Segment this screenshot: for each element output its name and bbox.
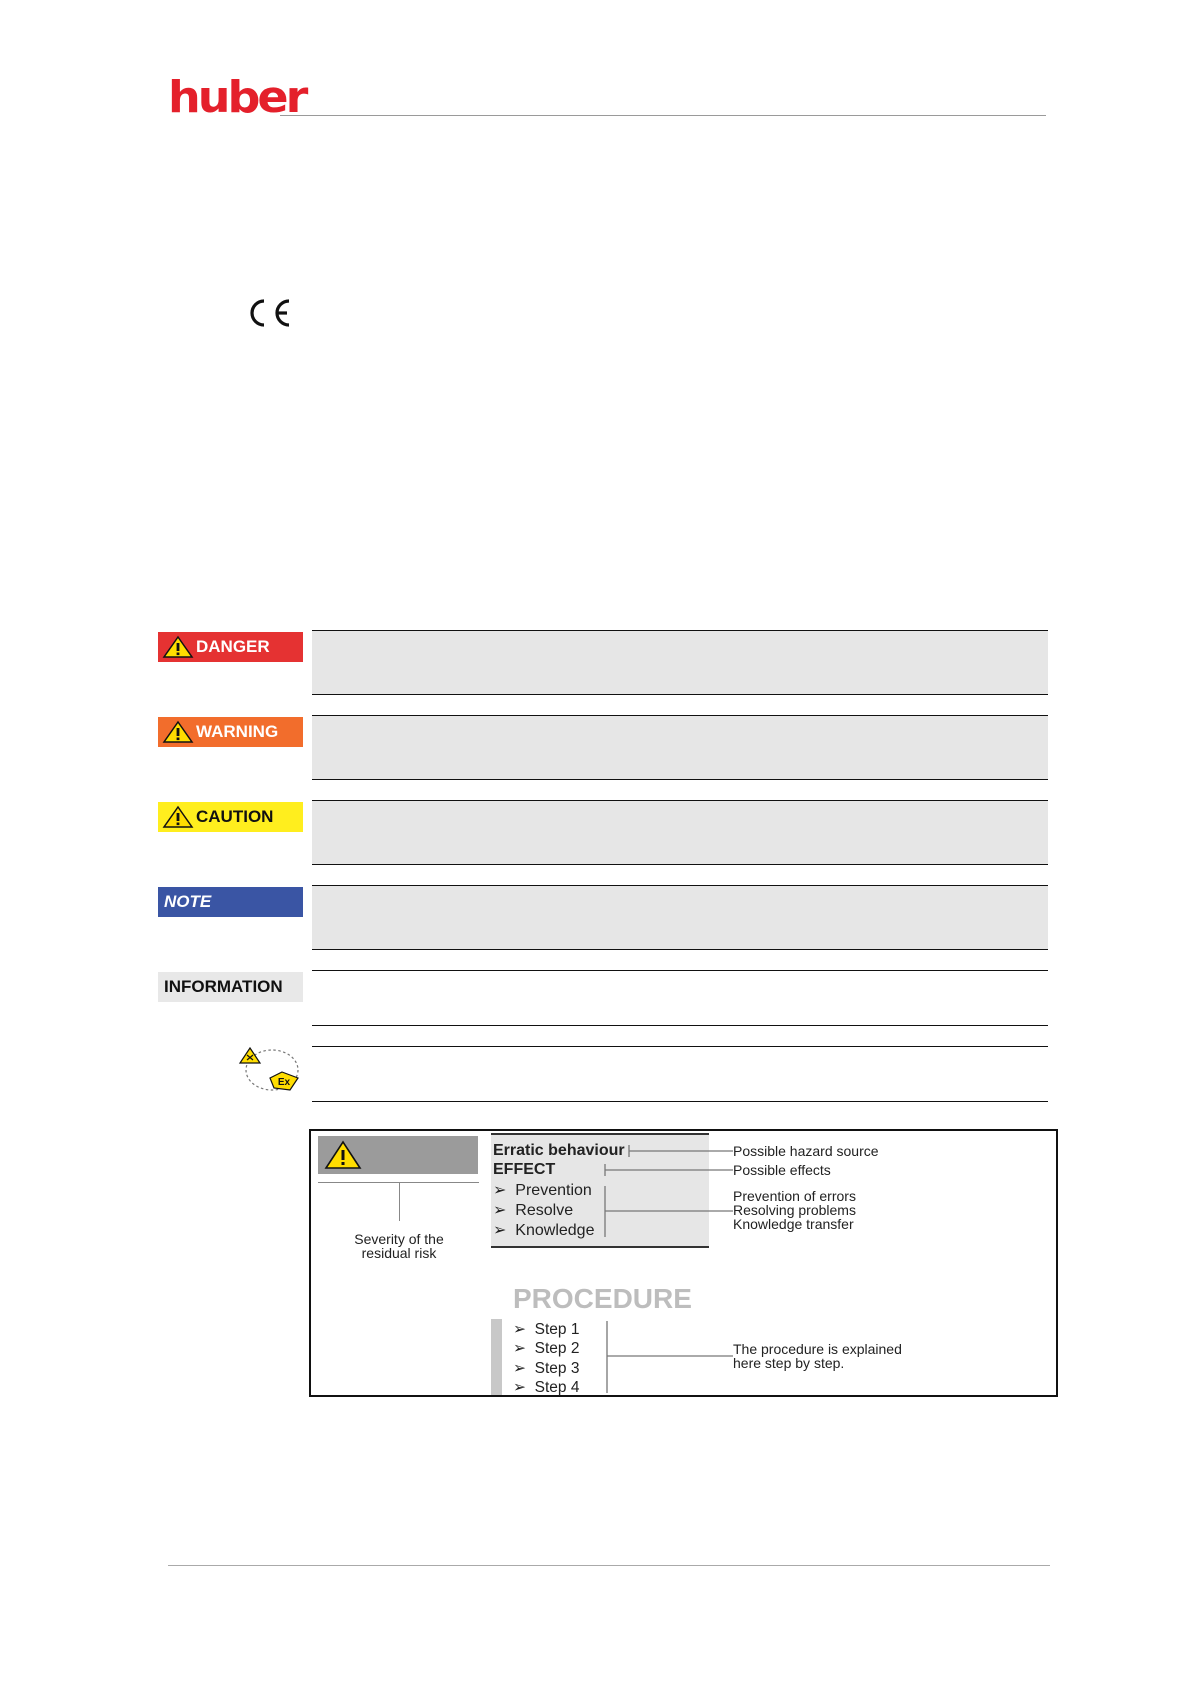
step-1: ➢ Step 1 [513, 1321, 580, 1338]
warning-triangle-icon [162, 720, 194, 744]
warning-label [158, 717, 303, 747]
information-box [312, 970, 1048, 1026]
erratic-behaviour: Erratic behaviour [493, 1142, 625, 1159]
danger-box [312, 630, 1048, 695]
effect-label: EFFECT [493, 1161, 556, 1178]
footer-rule [168, 1565, 1050, 1566]
note-text: NOTE [164, 892, 212, 911]
warning-triangle-icon [162, 635, 194, 659]
danger-text: DANGER [196, 637, 270, 656]
item-resolve: ➢ Resolve [493, 1202, 574, 1219]
warning-triangle-icon [162, 805, 194, 829]
procedure-title: PROCEDURE [513, 1283, 692, 1314]
information-label [158, 972, 303, 1002]
explanation-3: Knowledge transfer [733, 1216, 854, 1232]
warning-box [312, 715, 1048, 780]
item-knowledge: ➢ Knowledge [493, 1222, 595, 1239]
symbol-legend [309, 1129, 1058, 1397]
procedure-bar [491, 1319, 502, 1395]
ce-mark-icon [246, 297, 294, 329]
hazard-source-label: Possible hazard source [733, 1143, 879, 1159]
severity-label-1: Severity of the [354, 1231, 444, 1247]
legend-connectors [311, 1131, 1060, 1399]
caution-label [158, 802, 303, 832]
information-text: INFORMATION [164, 977, 283, 996]
step-4: ➢ Step 4 [513, 1379, 580, 1396]
caution-box [312, 800, 1048, 865]
ex-badge-text: Ex [277, 1077, 291, 1088]
header-rule [280, 115, 1046, 116]
ex-protection-icon [238, 1046, 302, 1094]
huber-logo: huber [168, 71, 306, 123]
severity-label-2: residual risk [361, 1245, 437, 1261]
procedure-note-2: here step by step. [733, 1355, 845, 1371]
procedure-note-1: The procedure is explained [733, 1341, 902, 1357]
possible-effects-label: Possible effects [733, 1162, 831, 1178]
item-prevention: ➢ Prevention [493, 1182, 592, 1199]
explanation-2: Resolving problems [733, 1202, 856, 1218]
caution-text: CAUTION [196, 807, 274, 826]
explanation-1: Prevention of errors [733, 1188, 856, 1204]
note-label [158, 887, 303, 917]
step-2: ➢ Step 2 [513, 1340, 580, 1357]
note-box [312, 885, 1048, 950]
step-3: ➢ Step 3 [513, 1360, 580, 1377]
danger-label [158, 632, 303, 662]
ex-box [312, 1046, 1048, 1102]
warning-text: WARNING [196, 722, 279, 741]
